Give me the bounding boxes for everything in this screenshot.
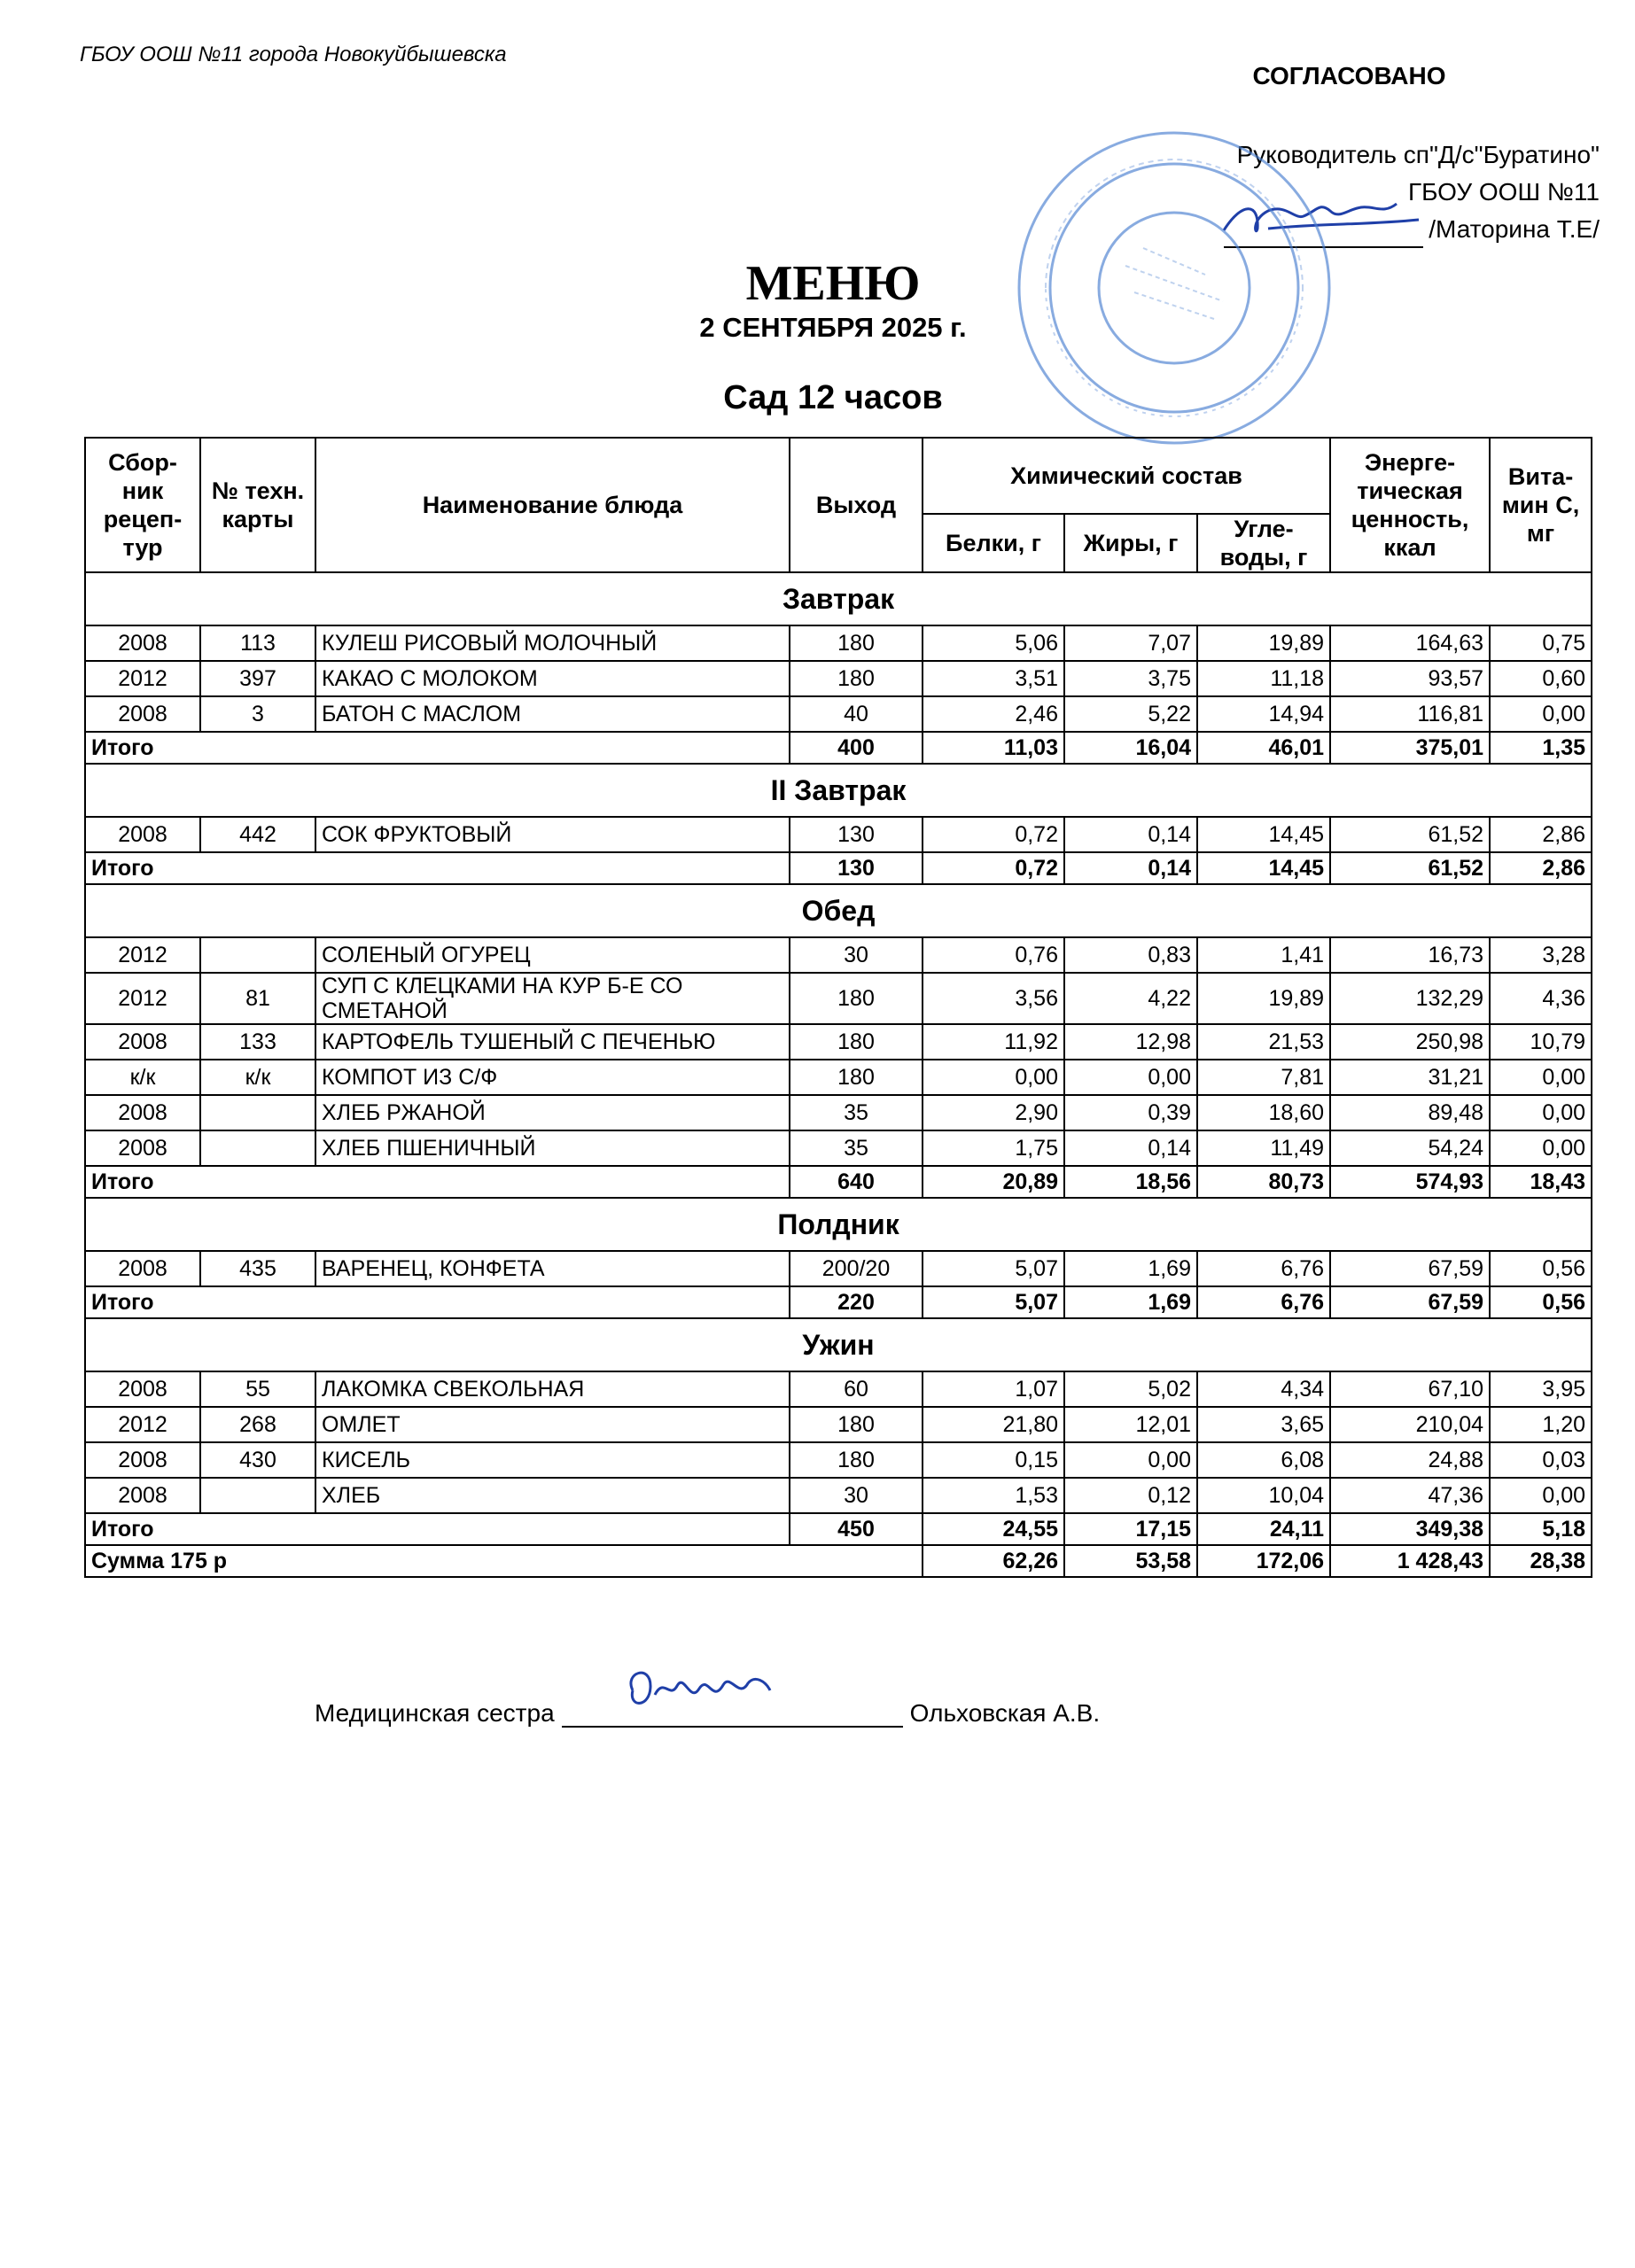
cell-fats: 0,12 xyxy=(1064,1478,1197,1513)
total-proteins: 20,89 xyxy=(923,1166,1064,1198)
cell-energy: 93,57 xyxy=(1330,661,1490,696)
total-carbs: 14,45 xyxy=(1197,852,1330,884)
cell-dish-name: СУП С КЛЕЦКАМИ НА КУР Б-Е СО СМЕТАНОЙ xyxy=(315,973,790,1024)
cell-output: 180 xyxy=(790,661,923,696)
header-collection: Сбор-ник рецеп-тур xyxy=(85,438,200,572)
cell-tech-card: 397 xyxy=(200,661,315,696)
cell-energy: 31,21 xyxy=(1330,1060,1490,1095)
cell-vitc: 0,56 xyxy=(1490,1251,1592,1286)
cell-fats: 0,39 xyxy=(1064,1095,1197,1130)
cell-carbs: 18,60 xyxy=(1197,1095,1330,1130)
approval-heading: СОГЛАСОВАНО xyxy=(1252,62,1446,89)
nurse-signature-blank xyxy=(562,1690,903,1728)
total-proteins: 24,55 xyxy=(923,1513,1064,1545)
cell-carbs: 11,49 xyxy=(1197,1130,1330,1166)
total-vitc: 18,43 xyxy=(1490,1166,1592,1198)
cell-proteins: 1,53 xyxy=(923,1478,1064,1513)
total-row xyxy=(85,852,1592,884)
cell-vitc: 2,86 xyxy=(1490,817,1592,852)
grand-total-proteins: 62,26 xyxy=(923,1545,1064,1577)
page-title: МЕНЮ xyxy=(745,256,921,311)
total-output: 220 xyxy=(790,1286,923,1318)
total-label: Итого xyxy=(85,732,790,764)
cell-dish-name: БАТОН С МАСЛОМ xyxy=(315,696,790,732)
total-energy: 61,52 xyxy=(1330,852,1490,884)
cell-carbs: 14,94 xyxy=(1197,696,1330,732)
total-energy: 67,59 xyxy=(1330,1286,1490,1318)
cell-energy: 164,63 xyxy=(1330,625,1490,661)
cell-fats: 1,69 xyxy=(1064,1251,1197,1286)
cell-dish-name: ХЛЕБ ПШЕНИЧНЫЙ xyxy=(315,1130,790,1166)
total-vitc: 0,56 xyxy=(1490,1286,1592,1318)
cell-dish-name: КОМПОТ ИЗ С/Ф xyxy=(315,1060,790,1095)
section-row xyxy=(85,1198,1592,1251)
cell-fats: 0,14 xyxy=(1064,817,1197,852)
total-proteins: 0,72 xyxy=(923,852,1064,884)
cell-tech-card: 435 xyxy=(200,1251,315,1286)
cell-proteins: 1,75 xyxy=(923,1130,1064,1166)
cell-collection: 2008 xyxy=(85,1024,200,1060)
approval-signatory: /Маторина Т.Е/ xyxy=(1429,215,1600,243)
cell-proteins: 0,76 xyxy=(923,937,1064,973)
total-carbs: 24,11 xyxy=(1197,1513,1330,1545)
table-row xyxy=(85,1130,1592,1166)
table-row xyxy=(85,1407,1592,1442)
total-label: Итого xyxy=(85,1166,790,1198)
cell-output: 60 xyxy=(790,1371,923,1407)
cell-vitc: 0,00 xyxy=(1490,696,1592,732)
cell-tech-card xyxy=(200,1130,315,1166)
cell-collection: 2008 xyxy=(85,1478,200,1513)
total-proteins: 11,03 xyxy=(923,732,1064,764)
cell-fats: 0,00 xyxy=(1064,1060,1197,1095)
cell-output: 200/20 xyxy=(790,1251,923,1286)
cell-fats: 0,83 xyxy=(1064,937,1197,973)
total-fats: 18,56 xyxy=(1064,1166,1197,1198)
grand-total-fats: 53,58 xyxy=(1064,1545,1197,1577)
organization-name: ГБОУ ООШ №11 города Новокуйбышевска xyxy=(80,43,507,66)
header-vitamin-c: Вита-мин С, мг xyxy=(1490,438,1592,572)
section-title: Завтрак xyxy=(85,572,1592,625)
cell-fats: 4,22 xyxy=(1064,973,1197,1024)
total-energy: 349,38 xyxy=(1330,1513,1490,1545)
cell-fats: 7,07 xyxy=(1064,625,1197,661)
table-row xyxy=(85,1024,1592,1060)
cell-vitc: 0,03 xyxy=(1490,1442,1592,1478)
grand-total-energy: 1 428,43 xyxy=(1330,1545,1490,1577)
cell-energy: 116,81 xyxy=(1330,696,1490,732)
cell-collection: 2008 xyxy=(85,817,200,852)
table-row xyxy=(85,973,1592,1024)
cell-dish-name: КАКАО С МОЛОКОМ xyxy=(315,661,790,696)
cell-collection: 2008 xyxy=(85,1251,200,1286)
cell-collection: 2008 xyxy=(85,1371,200,1407)
table-row xyxy=(85,661,1592,696)
header-fats: Жиры, г xyxy=(1064,514,1197,572)
cell-dish-name: КАРТОФЕЛЬ ТУШЕНЫЙ С ПЕЧЕНЬЮ xyxy=(315,1024,790,1060)
cell-fats: 5,02 xyxy=(1064,1371,1197,1407)
total-output: 450 xyxy=(790,1513,923,1545)
cell-carbs: 7,81 xyxy=(1197,1060,1330,1095)
cell-dish-name: СОЛЕНЫЙ ОГУРЕЦ xyxy=(315,937,790,973)
header-carbs: Угле-воды, г xyxy=(1197,514,1330,572)
cell-carbs: 14,45 xyxy=(1197,817,1330,852)
cell-energy: 67,59 xyxy=(1330,1251,1490,1286)
total-energy: 574,93 xyxy=(1330,1166,1490,1198)
section-row xyxy=(85,572,1592,625)
header-output: Выход xyxy=(790,438,923,572)
total-fats: 16,04 xyxy=(1064,732,1197,764)
cell-vitc: 3,28 xyxy=(1490,937,1592,973)
title-block xyxy=(532,257,1134,417)
cell-proteins: 2,46 xyxy=(923,696,1064,732)
cell-proteins: 5,07 xyxy=(923,1251,1064,1286)
cell-tech-card xyxy=(200,1478,315,1513)
cell-output: 30 xyxy=(790,1478,923,1513)
total-output: 640 xyxy=(790,1166,923,1198)
cell-collection: 2008 xyxy=(85,1442,200,1478)
cell-collection: 2008 xyxy=(85,1130,200,1166)
total-row xyxy=(85,1513,1592,1545)
cell-output: 30 xyxy=(790,937,923,973)
cell-proteins: 11,92 xyxy=(923,1024,1064,1060)
cell-vitc: 0,00 xyxy=(1490,1095,1592,1130)
total-carbs: 46,01 xyxy=(1197,732,1330,764)
cell-dish-name: ХЛЕБ xyxy=(315,1478,790,1513)
grand-total-label: Сумма 175 р xyxy=(85,1545,923,1577)
cell-tech-card: 3 xyxy=(200,696,315,732)
table-row xyxy=(85,1371,1592,1407)
cell-vitc: 1,20 xyxy=(1490,1407,1592,1442)
cell-fats: 12,01 xyxy=(1064,1407,1197,1442)
cell-proteins: 21,80 xyxy=(923,1407,1064,1442)
cell-dish-name: КИСЕЛЬ xyxy=(315,1442,790,1478)
table-row xyxy=(85,1095,1592,1130)
cell-dish-name: КУЛЕШ РИСОВЫЙ МОЛОЧНЫЙ xyxy=(315,625,790,661)
cell-fats: 5,22 xyxy=(1064,696,1197,732)
menu-date: 2 СЕНТЯБРЯ 2025 г. xyxy=(699,312,967,343)
cell-dish-name: ЛАКОМКА СВЕКОЛЬНАЯ xyxy=(315,1371,790,1407)
cell-carbs: 6,76 xyxy=(1197,1251,1330,1286)
total-fats: 0,14 xyxy=(1064,852,1197,884)
cell-energy: 24,88 xyxy=(1330,1442,1490,1478)
cell-proteins: 0,15 xyxy=(923,1442,1064,1478)
total-fats: 17,15 xyxy=(1064,1513,1197,1545)
menu-group: Сад 12 часов xyxy=(723,379,943,416)
total-row xyxy=(85,732,1592,764)
table-row xyxy=(85,1442,1592,1478)
cell-carbs: 11,18 xyxy=(1197,661,1330,696)
cell-vitc: 4,36 xyxy=(1490,973,1592,1024)
cell-collection: 2008 xyxy=(85,1095,200,1130)
cell-vitc: 0,75 xyxy=(1490,625,1592,661)
cell-carbs: 10,04 xyxy=(1197,1478,1330,1513)
table-row xyxy=(85,1478,1592,1513)
nurse-name: Ольховская А.В. xyxy=(909,1699,1101,1727)
nurse-label: Медицинская сестра xyxy=(315,1699,555,1727)
cell-tech-card: 268 xyxy=(200,1407,315,1442)
table-row xyxy=(85,625,1592,661)
cell-output: 180 xyxy=(790,973,923,1024)
cell-carbs: 6,08 xyxy=(1197,1442,1330,1478)
total-label: Итого xyxy=(85,1513,790,1545)
cell-carbs: 3,65 xyxy=(1197,1407,1330,1442)
cell-output: 180 xyxy=(790,625,923,661)
cell-proteins: 3,56 xyxy=(923,973,1064,1024)
cell-collection: 2012 xyxy=(85,661,200,696)
cell-fats: 0,00 xyxy=(1064,1442,1197,1478)
approval-position: Руководитель сп"Д/с"Буратино" xyxy=(1236,141,1600,168)
cell-collection: к/к xyxy=(85,1060,200,1095)
cell-output: 180 xyxy=(790,1407,923,1442)
grand-total-row xyxy=(85,1545,1592,1577)
total-row xyxy=(85,1286,1592,1318)
section-title: Обед xyxy=(85,884,1592,937)
cell-carbs: 4,34 xyxy=(1197,1371,1330,1407)
header-dish-name: Наименование блюда xyxy=(315,438,790,572)
cell-proteins: 1,07 xyxy=(923,1371,1064,1407)
cell-tech-card xyxy=(200,1095,315,1130)
table-row xyxy=(85,1251,1592,1286)
cell-energy: 61,52 xyxy=(1330,817,1490,852)
cell-tech-card: к/к xyxy=(200,1060,315,1095)
total-row xyxy=(85,1166,1592,1198)
cell-output: 35 xyxy=(790,1130,923,1166)
approval-org: ГБОУ ООШ №11 xyxy=(1407,178,1600,206)
cell-carbs: 19,89 xyxy=(1197,625,1330,661)
section-row xyxy=(85,764,1592,817)
header-energy: Энерге-тическая ценность, ккал xyxy=(1330,438,1490,572)
cell-vitc: 0,00 xyxy=(1490,1478,1592,1513)
total-vitc: 2,86 xyxy=(1490,852,1592,884)
cell-proteins: 5,06 xyxy=(923,625,1064,661)
cell-energy: 132,29 xyxy=(1330,973,1490,1024)
cell-energy: 250,98 xyxy=(1330,1024,1490,1060)
cell-energy: 54,24 xyxy=(1330,1130,1490,1166)
cell-proteins: 2,90 xyxy=(923,1095,1064,1130)
grand-total-carbs: 172,06 xyxy=(1197,1545,1330,1577)
cell-tech-card: 113 xyxy=(200,625,315,661)
total-fats: 1,69 xyxy=(1064,1286,1197,1318)
total-vitc: 1,35 xyxy=(1490,732,1592,764)
total-output: 130 xyxy=(790,852,923,884)
cell-dish-name: ВАРЕНЕЦ, КОНФЕТА xyxy=(315,1251,790,1286)
cell-fats: 3,75 xyxy=(1064,661,1197,696)
cell-vitc: 3,95 xyxy=(1490,1371,1592,1407)
cell-collection: 2012 xyxy=(85,973,200,1024)
total-carbs: 80,73 xyxy=(1197,1166,1330,1198)
cell-energy: 210,04 xyxy=(1330,1407,1490,1442)
cell-proteins: 0,72 xyxy=(923,817,1064,852)
cell-tech-card: 442 xyxy=(200,817,315,852)
cell-energy: 89,48 xyxy=(1330,1095,1490,1130)
cell-output: 130 xyxy=(790,817,923,852)
cell-energy: 16,73 xyxy=(1330,937,1490,973)
nurse-signature xyxy=(615,1655,792,1726)
total-proteins: 5,07 xyxy=(923,1286,1064,1318)
cell-tech-card xyxy=(200,937,315,973)
grand-total-vitc: 28,38 xyxy=(1490,1545,1592,1577)
cell-vitc: 0,60 xyxy=(1490,661,1592,696)
cell-fats: 12,98 xyxy=(1064,1024,1197,1060)
cell-collection: 2012 xyxy=(85,937,200,973)
header-proteins: Белки, г xyxy=(923,514,1064,572)
cell-output: 180 xyxy=(790,1060,923,1095)
table-row xyxy=(85,696,1592,732)
cell-dish-name: СОК ФРУКТОВЫЙ xyxy=(315,817,790,852)
cell-tech-card: 133 xyxy=(200,1024,315,1060)
cell-vitc: 10,79 xyxy=(1490,1024,1592,1060)
cell-collection: 2012 xyxy=(85,1407,200,1442)
cell-output: 180 xyxy=(790,1024,923,1060)
cell-energy: 47,36 xyxy=(1330,1478,1490,1513)
total-label: Итого xyxy=(85,1286,790,1318)
header-chemical: Химический состав xyxy=(923,438,1330,514)
nurse-signature-line xyxy=(315,1690,1100,1728)
cell-tech-card: 55 xyxy=(200,1371,315,1407)
section-row xyxy=(85,884,1592,937)
total-label: Итого xyxy=(85,852,790,884)
cell-dish-name: ОМЛЕТ xyxy=(315,1407,790,1442)
cell-carbs: 21,53 xyxy=(1197,1024,1330,1060)
table-row xyxy=(85,817,1592,852)
cell-tech-card: 81 xyxy=(200,973,315,1024)
cell-output: 180 xyxy=(790,1442,923,1478)
menu-table-body xyxy=(85,572,1592,1577)
total-output: 400 xyxy=(790,732,923,764)
cell-output: 40 xyxy=(790,696,923,732)
table-row xyxy=(85,1060,1592,1095)
section-title: Полдник xyxy=(85,1198,1592,1251)
section-title: Ужин xyxy=(85,1318,1592,1371)
cell-dish-name: ХЛЕБ РЖАНОЙ xyxy=(315,1095,790,1130)
total-carbs: 6,76 xyxy=(1197,1286,1330,1318)
menu-table xyxy=(84,437,1592,1578)
total-vitc: 5,18 xyxy=(1490,1513,1592,1545)
cell-carbs: 1,41 xyxy=(1197,937,1330,973)
cell-output: 35 xyxy=(790,1095,923,1130)
table-row xyxy=(85,937,1592,973)
cell-vitc: 0,00 xyxy=(1490,1060,1592,1095)
cell-tech-card: 430 xyxy=(200,1442,315,1478)
cell-carbs: 19,89 xyxy=(1197,973,1330,1024)
cell-fats: 0,14 xyxy=(1064,1130,1197,1166)
cell-collection: 2008 xyxy=(85,625,200,661)
header-tech-card: № техн. карты xyxy=(200,438,315,572)
section-row xyxy=(85,1318,1592,1371)
cell-proteins: 0,00 xyxy=(923,1060,1064,1095)
cell-collection: 2008 xyxy=(85,696,200,732)
total-energy: 375,01 xyxy=(1330,732,1490,764)
cell-energy: 67,10 xyxy=(1330,1371,1490,1407)
section-title: II Завтрак xyxy=(85,764,1592,817)
cell-vitc: 0,00 xyxy=(1490,1130,1592,1166)
cell-proteins: 3,51 xyxy=(923,661,1064,696)
